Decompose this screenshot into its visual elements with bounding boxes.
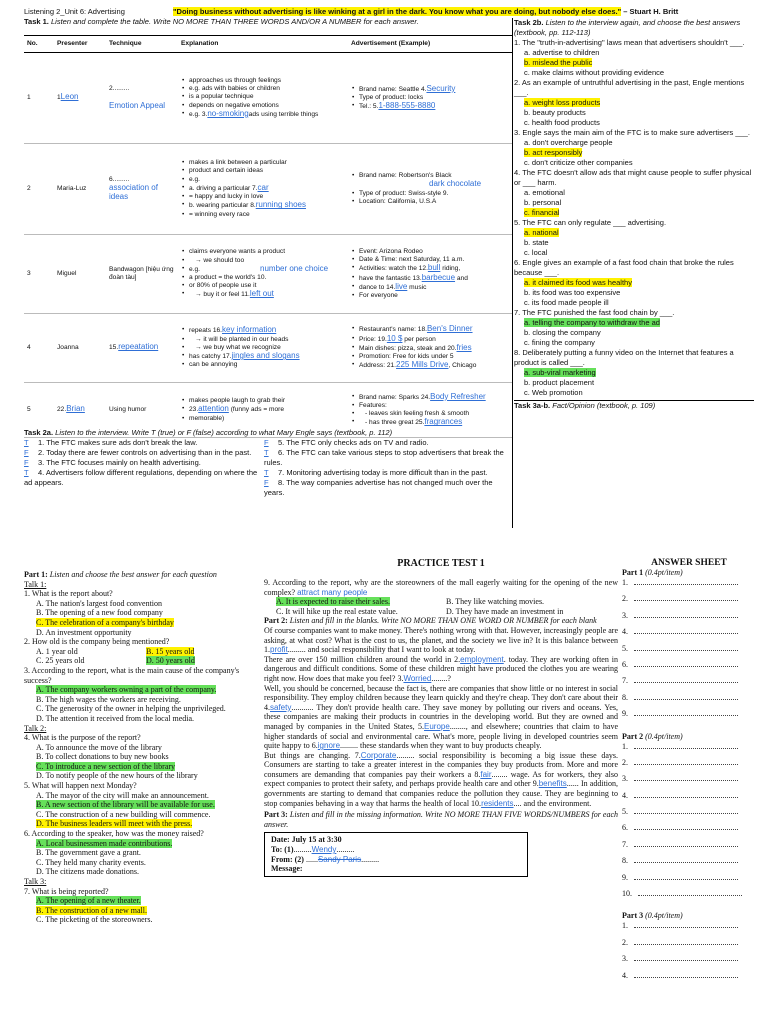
answer-line[interactable]: 1.: [622, 921, 756, 937]
answer-20[interactable]: fries: [456, 342, 472, 352]
answer-4[interactable]: Security: [426, 83, 456, 93]
answer-24[interactable]: Body Refresher: [430, 391, 486, 401]
blank-9[interactable]: benefits: [538, 779, 567, 789]
selected-answer: c. financial: [524, 208, 560, 217]
answer-line[interactable]: 7.: [622, 840, 756, 856]
answer-17[interactable]: jingles and slogans: [231, 351, 300, 361]
selected-answer: C. The celebration of a company's birthday: [36, 617, 174, 627]
answer-14[interactable]: live: [395, 281, 408, 291]
tf-answer[interactable]: T: [24, 468, 29, 477]
answer-line[interactable]: 6.: [622, 823, 756, 839]
selected-answer: a. it claimed its food was healthy: [524, 278, 632, 287]
task2b-section: Task 2b. Listen to the interview again, and choose the best answers (textbook, pp. 112-113) 1. The "truth-in-advertising" laws mean that advertisers shouldn't ___. a. advertise to children b. mislead the public c. make claims without providing evidence 2. As an example of untruthful advertising in the past, Engle mentions ___. a. weight loss products b. beauty products c. health food products 3. Engle says the main aim of the FTC is to make sure advertisers ___. a. don't overcharge people b. act responsibly c. don't criticize other companies 4. The FTC doesn't allow ads that might cause people to suffer physical or ___ harm. a. emotional b. personal c. financial 5. The FTC can only regulate ___ advertising. a. national b. state c. local 6. Engle gives an example of a fast food chain that broke the rules because ___. a. it claimed its food was healthy b. its food was too expensive c. its food made people ill 7. The FTC punished the fast food chain by ___. a. telling the company to withdraw the ad b. closing the company c. fining the company 8. Deliberately putting a funny video on the Internet that features a product is called ___. a. sub-viral marketing b. product placement c. Web promotion Task 3a-b. Fact/Opinion (textbook, p. 109): [514, 18, 754, 411]
selected-answer: b. act responsibly: [524, 148, 583, 157]
blank-10[interactable]: residents: [481, 798, 514, 808]
answer-line[interactable]: 8.: [622, 856, 756, 872]
selected-answer: a. national: [524, 228, 559, 237]
col-explanation: Explanation: [178, 36, 348, 53]
memo-to-answer[interactable]: Wendy: [311, 845, 337, 855]
tf-answer[interactable]: T: [264, 468, 269, 477]
answer-22[interactable]: Brian: [66, 404, 85, 414]
blank-7[interactable]: Corporate: [360, 750, 397, 760]
answer-6[interactable]: association of ideas: [109, 182, 158, 202]
answer-1[interactable]: Leon: [60, 92, 79, 102]
answer-5[interactable]: 1-888-555-8880: [378, 101, 436, 111]
answer-21[interactable]: 225 Mills Drive: [396, 360, 449, 370]
tf-answer[interactable]: F: [24, 458, 29, 467]
answer-18[interactable]: Ben's Dinner: [426, 324, 473, 334]
quote-author: – Stuart H. Britt: [623, 7, 679, 16]
answer-23[interactable]: attention: [198, 404, 229, 414]
answer-25[interactable]: fragrances: [424, 417, 463, 427]
table-row: 1 1Leon 2......... Emotion Appeal • approaches us through feelings • e.g. ads with babies or children • is a popular technique • depends on negative emotions • e.g. 3.no-smokingads using terrible things • Brand name: Seattle 4.Security • Type of product: locks • Tel.: 5.1-888-555-8880: [24, 53, 512, 144]
task2b-q1: 1. The "truth-in-advertising" laws mean that advertisers shouldn't ___.: [514, 38, 745, 47]
blank-8[interactable]: fair: [480, 769, 492, 779]
tf-answer[interactable]: T: [264, 448, 269, 457]
col-technique: Technique: [106, 36, 178, 53]
answer-sheet: ANSWER SHEET Part 1 (0.4pt/item) 1. 2. 3. 4. 5. 6. 7. 8. 9. Part 2 (0.4pt/item) 1. 2. 3. 4. 5. 6. 7. 8. 9. 10. Part 3 (0.4pt/item) 1. 2. 3. 4.: [622, 558, 756, 987]
answer-9[interactable]: dark chocolate: [429, 179, 482, 189]
answer-line[interactable]: 1.: [622, 742, 756, 758]
answer-line[interactable]: 5.: [622, 807, 756, 823]
part1-section: Part 1: Listen and choose the best answer for each question Talk 1: 1. What is the report about? A. The nation's largest food convention B. The opening of a new food company C. The celebration of a company's birthday D. An investment opportunity 2. How old is the company being mentioned? A. 1 year old B. 15 years old C. 25 years old D. 50 years old 3. According to the report, what is the main cause of the company's success? A. The company workers owning a part of the company. B. The high wages the workers are receiving. C. The generosity of the owner in helping the unprivileged. D. The attention it received from the local media. Talk 2: 4. What is the purpose of the report? A. To announce the move of the library B. To collect donations to buy new books C. To introduce a new section of the library D. To notify people of the new hours of the library 5. What will happen next Monday? A. The mayor of the city will make an announcement. B. A new section of the library will be available for use. C. The construction of a new building will commence. D. The business leaders will meet with the press. 6. According to the speaker, how was the money raised? A. Local businessmen made contributions. B. The government gave a grant. C. They held many charity events. D. The citizens made donations. Talk 3: 7. What is being reported? A. The opening of a new theater. B. The construction of a new mall. C. The picketing of the storeowners.: [24, 570, 240, 925]
blank-2[interactable]: employment: [460, 654, 504, 664]
task2b-q7: 7. The FTC punished the fast food chain by ___.: [514, 308, 675, 317]
table-row: 3 Miguel Bandwagon [hiệu ứng đoàn tàu] • claims everyone wants a product • → we should too • e.g. number one choice • a product = the world's 10. • or 80% of people use it • → buy it or feel 11.left out • Event: Arizona Rodeo • Date & Time: next Saturday, 11 a.m. • Activities: watch the 12.bull riding, • have the fantastic 13.barbecue and • dance to 14.live music • For everyone: [24, 235, 512, 314]
col-no: No.: [24, 36, 54, 53]
task2b-q6: 6. Engle gives an example of a fast food chain that broke the rules because ___.: [514, 258, 734, 277]
answer-line[interactable]: 4.: [622, 627, 756, 643]
selected-answer: a. weight loss products: [524, 98, 601, 107]
handwritten-answer: attract many people: [297, 587, 368, 597]
answer-16[interactable]: key information: [222, 325, 277, 335]
answer-line[interactable]: 4.: [622, 791, 756, 807]
answer-11[interactable]: left out: [249, 289, 274, 299]
memo-box: Date: July 15 at 3:30 To: (1).........Wendy......... From: (2) ......Sandy Paris......... Message:: [264, 832, 528, 876]
task2b-q3: 3. Engle says the main aim of the FTC is to make sure advertisers ___.: [514, 128, 750, 137]
answer-line[interactable]: 3.: [622, 774, 756, 790]
selected-answer: a. sub-viral marketing: [524, 368, 596, 377]
answer-3[interactable]: no-smoking: [207, 108, 249, 118]
answer-line[interactable]: 1.: [622, 578, 756, 594]
tf-answer[interactable]: F: [264, 438, 269, 447]
selected-answer: b. mislead the public: [524, 58, 593, 67]
answer-7[interactable]: car: [257, 182, 269, 192]
task1-table: [24, 35, 512, 438]
answer-line[interactable]: 6.: [622, 660, 756, 676]
unit-title: Listening 2_Unit 6: Advertising: [24, 7, 125, 16]
answer-2[interactable]: Emotion Appeal: [109, 100, 166, 110]
quote: "Doing business without advertising is like winking at a girl in the dark. You know what you are doing, but nobody else does.": [173, 7, 622, 16]
table-header-row: [24, 36, 512, 53]
answer-8[interactable]: running shoes: [255, 200, 306, 210]
answer-line[interactable]: 9.: [622, 709, 756, 725]
answer-line[interactable]: 2.: [622, 938, 756, 954]
tf-answer[interactable]: F: [264, 478, 269, 487]
tf-answer[interactable]: F: [24, 448, 29, 457]
col-presenter: Presenter: [54, 36, 106, 53]
col-advertisement: Advertisement (Example): [348, 36, 512, 53]
memo-from-answer[interactable]: Sandy Paris: [317, 854, 362, 864]
answer-line[interactable]: 2.: [622, 594, 756, 610]
answer-line[interactable]: 2.: [622, 758, 756, 774]
tf-answer[interactable]: T: [24, 438, 29, 447]
blank-5[interactable]: Europe: [424, 721, 450, 731]
selected-answer: a. telling the company to withdraw the ad: [524, 318, 660, 327]
answer-line[interactable]: 9.: [622, 873, 756, 889]
task2b-q4: 4. The FTC doesn't allow ads that might cause people to suffer physical or ___ harm.: [514, 168, 752, 187]
task2b-q5: 5. The FTC can only regulate ___ advertising.: [514, 218, 667, 227]
table-row: 2 Maria-Luz 6......... association of ideas • makes a link between a particular • product and certain ideas • e.g. • a. driving a particular 7.car • = happy and lucky in love • b. wearing particular 8.running shoes • = winning every race • Brand name: Robertson's Black dark chocolate • Type of product: Swiss-style 9. • Location: California, U.S.A: [24, 144, 512, 235]
task1-instruction: Listen and complete the table. Write NO MORE THAN THREE WORDS AND/OR A NUMBER for each answer.: [50, 17, 419, 26]
answer-12[interactable]: bull: [427, 263, 441, 273]
answer-15[interactable]: repeatation: [118, 342, 159, 352]
answer-13[interactable]: barbecue: [421, 272, 456, 282]
task2a-section: Task 2a. Listen to the interview. Write T (true) or F (false) according to what Mary Engle says (textbook, p. 112) T 1. The FTC makes sure ads don't break the law. F 2. Today there are fewer controls on advertising than in the past. F 3. The FTC focuses mainly on health advertising. T 4. Advertisers follow different regulations, depending on where the ad appears. F 5. The FTC only checks ads on TV and radio. T 6. The FTC can take various steps to stop advertisers that break the rules. T 7. Monitoring advertising today is more difficult than in the past. F 8. The way companies advertise has not changed much over the years.: [24, 428, 504, 497]
answer-line[interactable]: 3.: [622, 611, 756, 627]
task1-title: Task 1.: [24, 17, 49, 26]
table-row: 4 Joanna 15.repeatation • repeats 16.key information • → it will be planted in our heads • → we buy what we recognize • has catchy 17.jingles and slogans • can be annoying • Restaurant's name: 18.Ben's Dinner • Price: 19.10 $ per person • Main dishes: pizza, steak and 20.fries • Promotion: Free for kids under 5 • Address: 21.225 Mills Drive, Chicago: [24, 314, 512, 383]
blank-1[interactable]: profit: [270, 645, 288, 655]
answer-line[interactable]: 8.: [622, 693, 756, 709]
answer-line[interactable]: 7.: [622, 676, 756, 692]
answer-line[interactable]: 4.: [622, 971, 756, 987]
answer-19[interactable]: 10 $: [386, 333, 403, 343]
part2-section: 9. According to the report, why are the storeowners of the mall eagerly waiting for the opening of the new complex? attract many people A. It is expected to raise their sales. B. They like watching movies. C. It will hike up the real estate value. D. They have made an investment in Part 2: Listen and fill in the blanks. Write NO MORE THAN ONE WORD OR NUMBER for each blank Of course companies want to make money. There's nothing wrong with that. However, increasingly people are asking, at what cost? What is the cost to us, the planet, and the society we live in? It is this balance between 1.profit......... and social responsibility that I want to look at today. There are over 150 million children around the world in 2.employment. today. They are working often in dangerous and difficult conditions. Some of these children might have produced the clothes you are wearing right now. How does that make you feel? 3.Worried........? Well, you should be concerned, because the fact is, there are companies that show little or no interest in social responsibility. They employ children because they learn quickly and they're cheap. They don't care about their 4.safety........... They don't provide health care. They save money by polluting our rivers and oceans. Yes, these companies are making their products in countries in the developing world. But they are owned and managed by companies in the United States, 5.Europe........, and elsewhere; countries that claim to have higher standards of social and environmental care. What's more, people living in developed countries seem quite happy to 6.ignore......... these standards when they want to buy products cheaply. But things are changing. 7.Corporate......... social responsibility is becoming a big issue these days. Consumers are starting to take a greater interest in the companies they buy products from. More and more consumers are demanding that companies pay their workers a 8.fair........ wage. As for workers, they also expect companies to protect their safety, and perhaps provide health care and other 9.benefits...... In addition, governments are starting to demand that companies reduce the pollution they cause. They are beginning to stop companies behaving in a way that harms the health of local 10.residents.... and the environment. Part 3: Listen and fill in the missing information. Write NO MORE THAN FIVE WORDS/NUMBERS for each answer. Date: July 15 at 3:30 To: (1).........Wendy......... From: (2) ......Sandy Paris......... Message:: [264, 568, 618, 877]
blank-6[interactable]: ignore: [317, 741, 341, 751]
answer-10[interactable]: number one choice: [260, 263, 329, 273]
task2b-q8: 8. Deliberately putting a funny video on the Internet that features a product is called ___.: [514, 348, 734, 367]
answer-line[interactable]: 5.: [622, 644, 756, 660]
answer-line[interactable]: 10.: [622, 889, 756, 905]
answer-line[interactable]: 3.: [622, 954, 756, 970]
column-divider: [512, 18, 513, 528]
task2b-q2: 2. As an example of untruthful advertising in the past, Engle mentions ___.: [514, 78, 745, 97]
blank-4[interactable]: safety: [270, 702, 292, 712]
table-row: 5 22.Brian Using humor • makes people laugh to grab their • 23.attention (funny ads = more • memorable) • Brand name: Sparks 24.Body Refresher • Features: • - leaves skin feeling fresh & smooth • - has three great 25.fragrances: [24, 383, 512, 438]
practice-title: PRACTICE TEST 1: [397, 558, 485, 569]
blank-3[interactable]: Worried: [403, 673, 432, 683]
